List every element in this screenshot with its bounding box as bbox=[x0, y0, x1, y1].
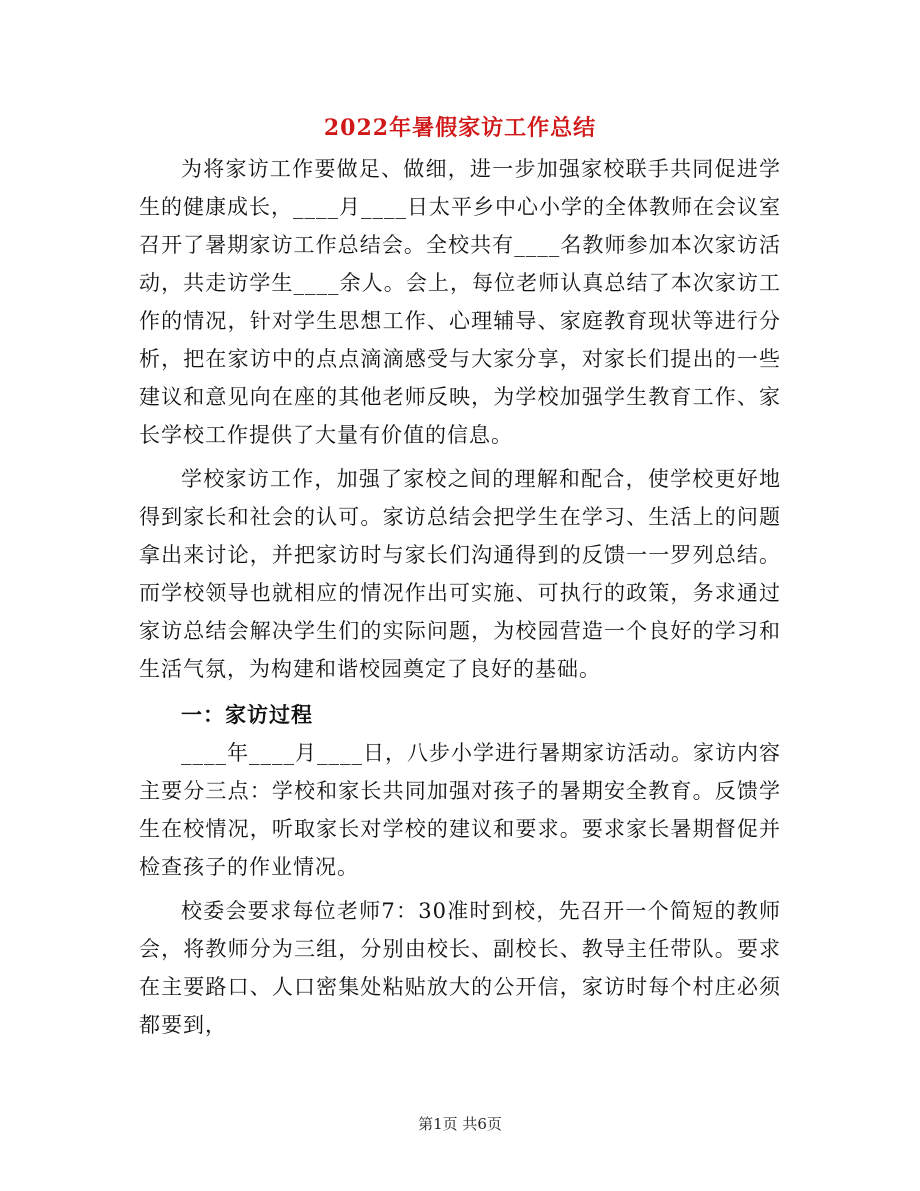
section-heading: 一：家访过程 bbox=[181, 702, 313, 727]
paragraph: 校委会要求每位老师7：30准时到校，先召开一个简短的教师会，将教师分为三组，分别由校长、副校长、教导主任带队。要求在主要路口、人口密集处粘贴放大的公开信，家访时每个村庄必须都要到， bbox=[139, 899, 781, 1037]
document-body bbox=[139, 150, 781, 1044]
document-title: 2022年暑假家访工作总结 bbox=[323, 115, 597, 141]
page-number-footer: 第1页 共6页 bbox=[418, 1115, 502, 1133]
paragraph: 为将家访工作要做足、做细，进一步加强家校联手共同促进学生的健康成长，____月____日太平乡中心小学的全体教师在会议室召开了暑期家访工作总结会。全校共有____名教师参加本次家访活动，共走访学生____余人。会上，每位老师认真总结了本次家访工作的情况，针对学生思想工作、心理辅导、家庭教育现状等进行分析，把在家访中的点点滴滴感受与大家分享，对家长们提出的一些建议和意见向在座的其他老师反映，为学校加强学生教育工作、家长学校工作提供了大量有价值的信息。 bbox=[139, 157, 781, 447]
paragraph: 学校家访工作，加强了家校之间的理解和配合，使学校更好地得到家长和社会的认可。家访总结会把学生在学习、生活上的问题拿出来讨论，并把家访时与家长们沟通得到的反馈一一罗列总结。而学校领导也就相应的情况作出可实施、可执行的政策，务求通过家访总结会解决学生们的实际问题，为校园营造一个良好的学习和生活气氛，为构建和谐校园奠定了良好的基础。 bbox=[139, 467, 781, 681]
paragraph: ____年____月____日，八步小学进行暑期家访活动。家访内容主要分三点：学校和家长共同加强对孩子的暑期安全教育。反馈学生在校情况，听取家长对学校的建议和要求。要求家长暑期督促并检查孩子的作业情况。 bbox=[139, 741, 781, 879]
